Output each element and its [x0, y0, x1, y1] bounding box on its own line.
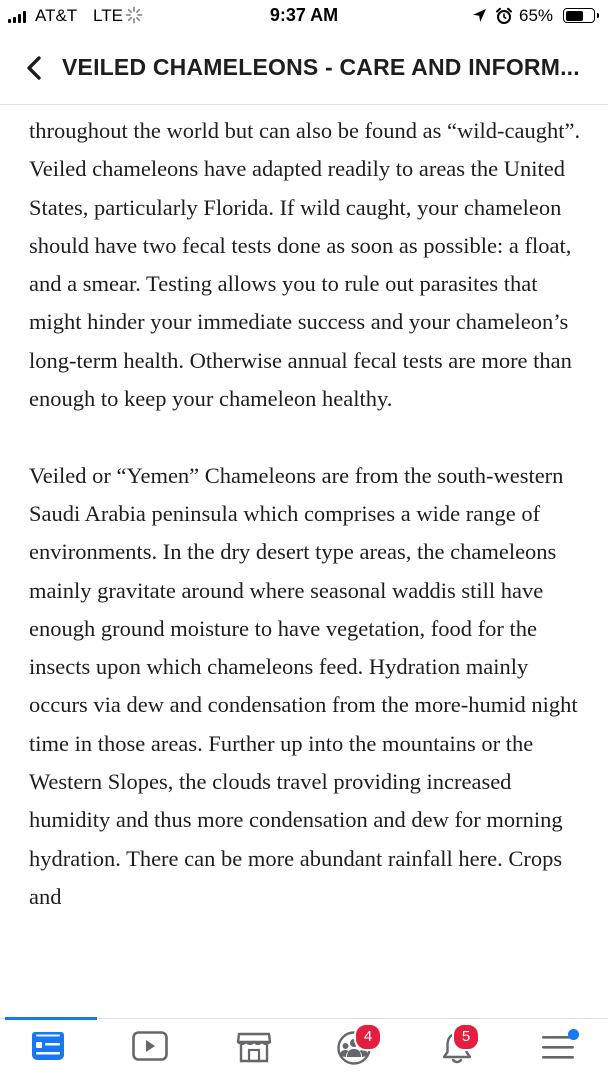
notifications-badge: 5 [452, 1023, 480, 1051]
location-arrow-icon [472, 8, 487, 23]
marketplace-icon [236, 1031, 272, 1063]
article-paragraph: Veiled or “Yemen” Chameleons are from the south-western Saudi Arabia peninsula which comprises a wide range of environments. In the dry desert type areas, the chameleons mainly gravitate around where seasonal waddis still have enough ground moisture to have vegetation, food for the insects upon which chameleons feed. Hydration mainly occurs via dew and condensation from the more-humid night time in those areas. Further up into the mountains or the Western Slopes, the clouds travel providing increased humidity and thus more condensation and dew for morning hydration. There can be more abundant rainfall here. Crops and [29, 462, 578, 909]
tab-watch[interactable] [122, 1025, 182, 1073]
clock: 9:37 AM [269, 5, 339, 25]
groups-notification-badge: 4 [354, 1023, 382, 1051]
tab-news-feed[interactable] [21, 1025, 81, 1073]
tab-groups[interactable] [326, 1025, 386, 1073]
battery-icon [563, 8, 595, 23]
article-paragraph: throughout the world but can also be found as “wild-caught”. Veiled chameleons have adapted readily to areas the United States, particularly Florida. If wild caught, your chameleon should have two fecal tests done as soon as possible: a float, and a smear. Testing allows you to rule out parasites that might hinder your immediate success and your chameleon’s long-term health. Otherwise annual fecal tests are more than enough to keep your chameleon healthy. [29, 118, 581, 412]
page-title: VEILED CHAMELEONS - CARE AND INFORM... [62, 54, 580, 80]
tab-menu[interactable] [530, 1025, 590, 1073]
active-tab-indicator [5, 1017, 97, 1020]
alarm-icon [495, 7, 513, 25]
tab-notifications[interactable] [430, 1025, 490, 1073]
article-body [29, 112, 589, 1018]
back-button[interactable] [22, 54, 48, 82]
network-type: LTE [93, 6, 123, 25]
tab-marketplace[interactable] [226, 1025, 286, 1073]
battery-percent: 65% [519, 6, 554, 25]
status-bar [0, 0, 608, 32]
video-icon [132, 1031, 168, 1061]
page-header [0, 32, 608, 105]
bottom-tab-bar [0, 1018, 608, 1081]
news-feed-icon [31, 1031, 65, 1061]
menu-update-dot [568, 1029, 579, 1040]
carrier-name: AT&T [35, 6, 78, 25]
